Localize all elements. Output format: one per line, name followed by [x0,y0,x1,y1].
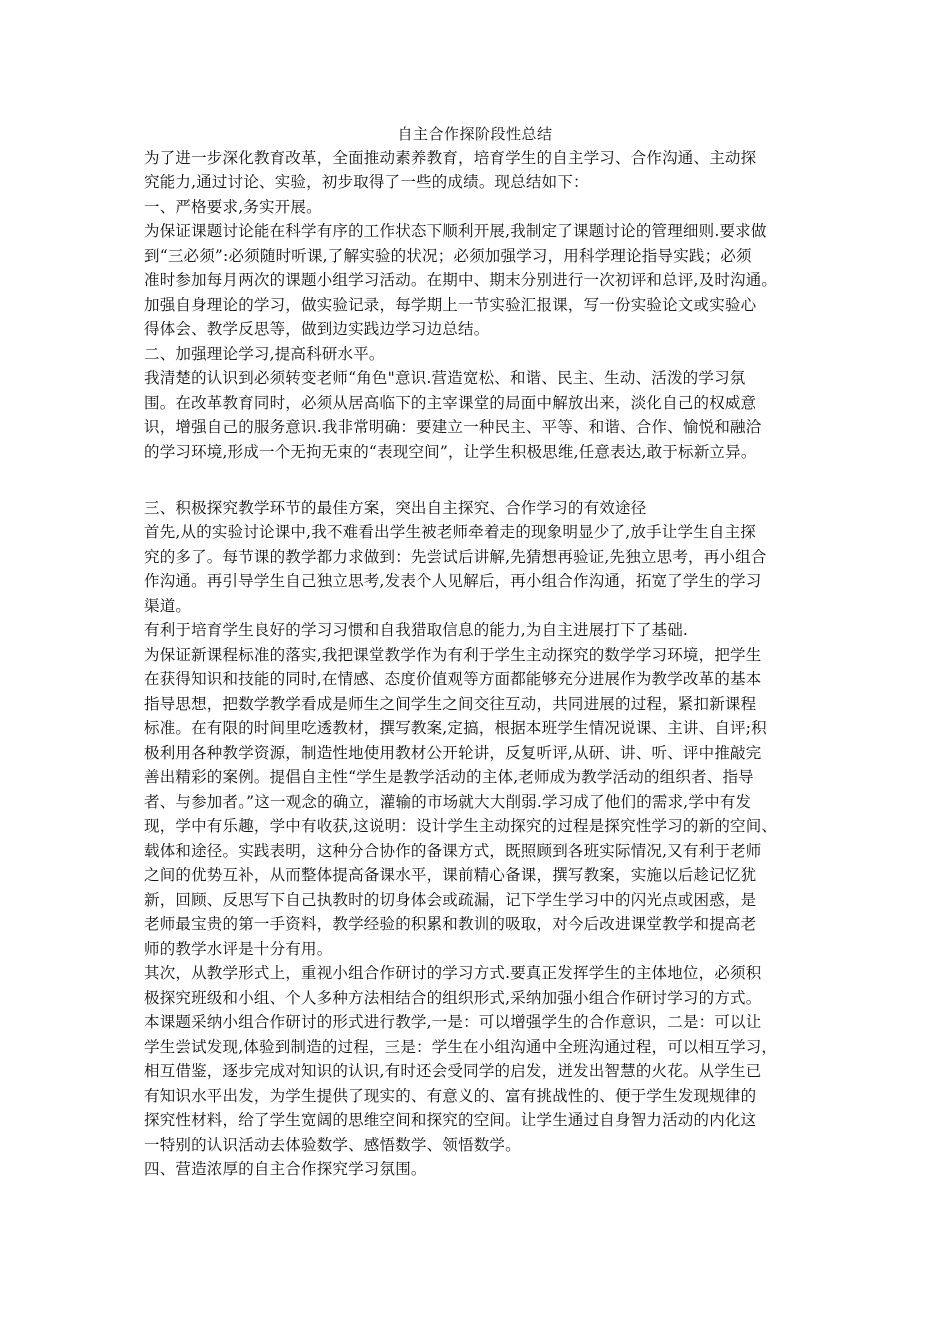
text-line: 其次，从教学形式上，重视小组合作研讨的学习方式.要真正发挥学生的主体地位，必须积 [144,964,762,982]
document-title: 自主合作探阶段性总结 [397,125,553,143]
text-line: 之间的优势互补，从而整体提高备课水平，课前精心备课，撰写教案，实施以后趁记忆犹 [144,866,757,884]
text-line: 极利用各种教学资源，制造性地使用教材公开轮讲，反复听评,从研、讲、听、评中推敲完 [144,744,762,762]
text-line: 作沟通。再引导学生自己独立思考,发表个人见解后，再小组合作沟通，拓宽了学生的学习 [144,572,762,590]
text-line: 师的教学水评是十分有用。 [144,940,333,958]
text-line: 到“三必须”:必须随时听课,了解实验的状况；必须加强学习，用科学理论指导实践；必须 [144,247,752,265]
text-line: 得体会、教学反思等，做到边实践边学习边总结。 [144,320,490,338]
text-line: 善出精彩的案例。提倡自主性“学生是教学活动的主体,老师成为教学活动的组织者、指导 [144,768,754,786]
text-line: 为保证新课程标准的落实,我把课堂教学作为有利于学生主动探究的数学学习环境，把学生 [144,646,762,664]
text-line: 极探究班级和小组、个人多种方法相结合的组织形式,采纳加强小组合作研讨学习的方式。 [144,989,762,1007]
section-heading: 二、加强理论学习,提高科研水平。 [144,345,385,363]
text-line: 究的多了。每节课的教学都力求做到：先尝试后讲解,先猜想再验证,先独立思考，再小组合 [144,548,767,566]
text-line: 相互借鉴，逐步完成对知识的认识,有时还会受同学的启发，迸发出智慧的火花。从学生已 [144,1062,762,1080]
text-line: 渠道。 [144,597,192,615]
text-line: 识，增强自己的服务意识.我非常明确：要建立一种民主、平等、和谐、合作、愉悦和融洽 [144,418,762,436]
text-line: 为保证课题讨论能在科学有序的工作状态下顺利开展,我制定了课题讨论的管理细则.要求做 [144,222,767,240]
text-line: 标准。在有限的时间里吃透教材，撰写教案,定搞，根据本班学生情况说课、主讲、自评;积 [144,719,767,737]
section-heading: 四、营造浓厚的自主合作探究学习氛围。 [144,1160,427,1178]
text-line: 有利于培育学生良好的学习习惯和自我猎取信息的能力,为自主进展打下了基础. [144,621,689,639]
text-line: 学生尝试发现,体验到制造的过程，三是：学生在小组沟通中全班沟通过程，可以相互学习， [144,1038,778,1056]
text-line: 现，学中有乐趣，学中有收获,这说明：设计学生主动探究的过程是探究性学习的新的空间、 [144,817,778,835]
text-line: 老师最宝贵的第一手资料，教学经验的积累和教训的吸取，对今后改进课堂教学和提高老 [144,915,757,933]
text-line: 准时参加每月两次的课题小组学习活动。在期中、期末分别进行一次初评和总评,及时沟通。 [144,271,778,289]
text-line: 的学习环境,形成一个无拘无束的“表现空间”，让学生积极思维,任意表达,敢于标新立异。 [144,443,757,461]
text-line: 有知识水平出发，为学生提供了现实的、有意义的、富有挑战性的、便于学生发现规律的 [144,1087,757,1105]
text-line: 探究性材料，给了学生宽阔的思维空间和探究的空间。让学生通过自身智力活动的内化这 [144,1111,757,1129]
text-line: 者、与参加者。”这一观念的确立，灌输的市场就大大削弱.学习成了他们的需求,学中有发 [144,793,752,811]
text-line: 本课题采纳小组合作研讨的形式进行教学,一是：可以增强学生的合作意识，二是：可以让 [144,1013,762,1031]
text-line: 一特别的认识活动去体验数学、感悟数学、领悟数学。 [144,1136,521,1154]
text-line: 载体和途径。实践表明，这种分合协作的备课方式，既照顾到各班实际情况,又有利于老师 [144,842,762,860]
section-heading: 一、严格要求,务实开展。 [144,198,322,216]
text-line: 我清楚的认识到必须转变老师“角色"意识.营造宽松、和谐、民主、生动、活泼的学习氛 [144,369,746,387]
text-line: 首先,从的实验讨论课中,我不难看出学生被老师牵着走的现象明显少了,放手让学生自主探 [144,523,756,541]
text-line: 围。在改革教育同时，必须从居高临下的主宰课堂的局面中解放出来，淡化自己的权威意 [144,394,757,412]
text-line: 加强自身理论的学习，做实验记录，每学期上一节实验汇报课，写一份实验论文或实验心 [144,296,757,314]
text-line: 究能力,通过讨论、实验，初步取得了一些的成绩。现总结如下： [144,173,589,191]
text-line: 在获得知识和技能的同时,在情感、态度价值观等方面都能够充分进展作为教学改革的基本 [144,670,762,688]
text-line: 指导思想，把数学教学看成是师生之间学生之间交往互动，共同进展的过程，紧扣新课程 [144,695,757,713]
section-heading: 三、积极探究教学环节的最佳方案，突出自主探究、合作学习的有效途径 [144,499,647,517]
text-line: 为了进一步深化教育改革，全面推动素养教育，培育学生的自主学习、合作沟通、主动探 [144,149,757,167]
text-line: 新，回顾、反思写下自己执教时的切身体会或疏漏，记下学生学习中的闪光点或困惑，是 [144,891,757,909]
